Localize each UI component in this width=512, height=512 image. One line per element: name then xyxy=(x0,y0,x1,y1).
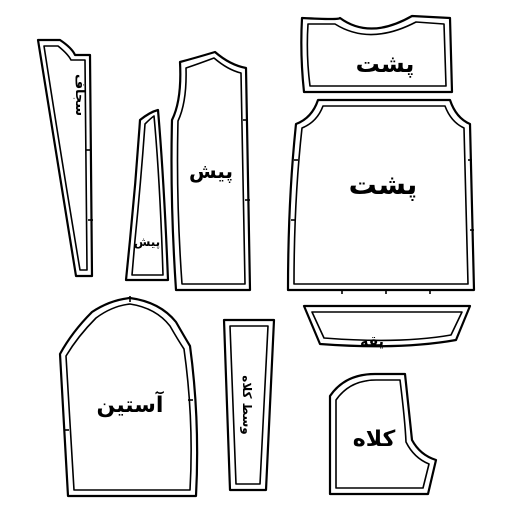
hood-piece xyxy=(330,374,436,494)
sleeve-piece xyxy=(60,298,197,496)
hood-center-piece xyxy=(224,320,274,490)
collar-label: یقه xyxy=(360,334,384,350)
facing-piece xyxy=(38,40,92,276)
sleeve-label: آستین xyxy=(96,393,164,418)
front-piece xyxy=(172,52,251,290)
back-yoke-piece xyxy=(301,16,452,92)
front-label: پیش xyxy=(189,159,233,183)
front-side-label: پیش xyxy=(133,235,161,249)
hood-label: کلاه xyxy=(352,427,396,452)
front-side-piece xyxy=(126,110,168,280)
back-piece xyxy=(288,100,474,290)
facing-label: سجاف xyxy=(72,73,87,117)
hood-center-label: وسط کلاه xyxy=(240,375,254,435)
collar-piece xyxy=(304,306,470,350)
back-yoke-label: پشت xyxy=(355,50,415,78)
back-label: پشت xyxy=(348,168,418,201)
